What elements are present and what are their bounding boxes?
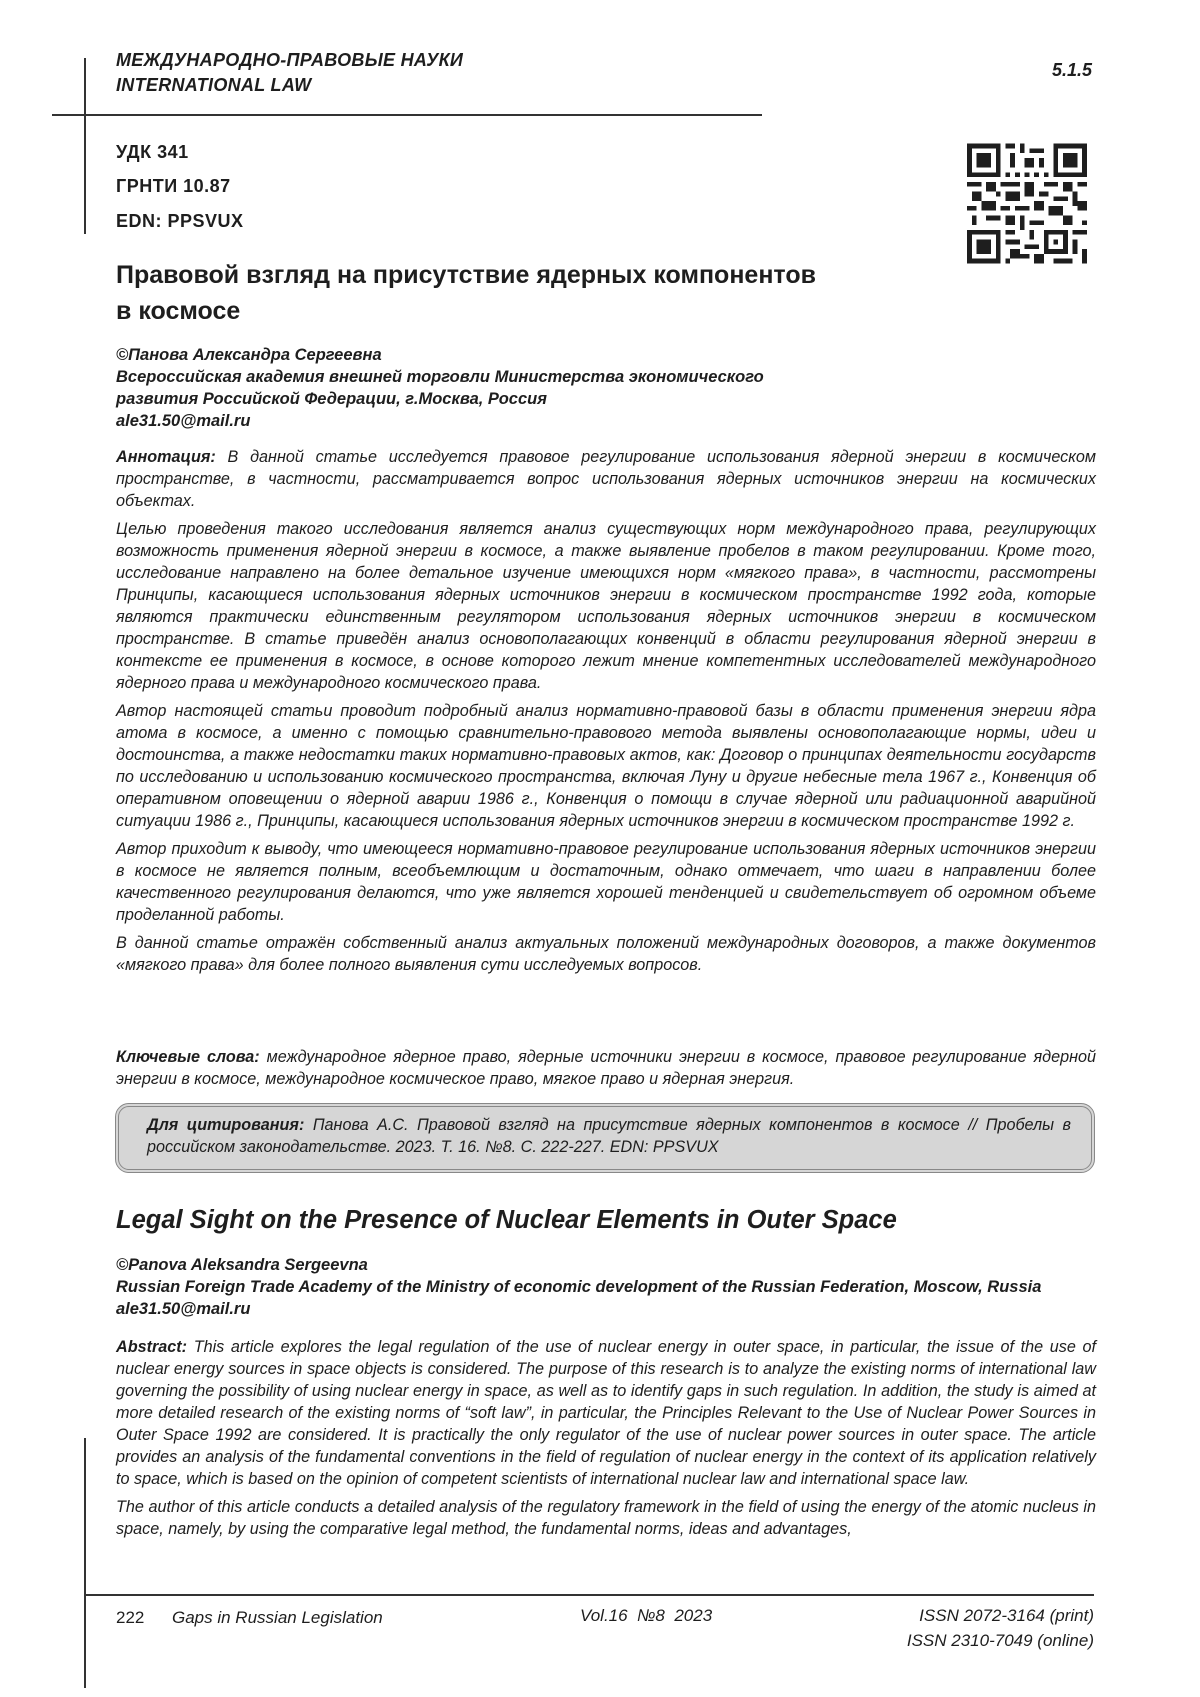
bottom-vertical-rule xyxy=(84,1438,86,1688)
abstract-label-ru: Аннотация: xyxy=(116,448,216,466)
abstract-ru-p1-text: В данной статье исследуется правовое регулирование использования ядерной энергии в космическом пространстве, в частности, рассматривается вопрос использования ядерных источников энергии на космических объектах. xyxy=(116,448,1096,510)
abstract-en-p1 xyxy=(116,1336,1096,1490)
page-number: 222 xyxy=(116,1608,145,1627)
issn-online: ISSN 2310-7049 (online) xyxy=(906,1631,1094,1650)
keywords-text-ru: международное ядерное право, ядерные источники энергии в космосе, правовое регулирование ядерной энергии в космосе, международное космическое право, мягкое право и ядерная энергия. xyxy=(116,1048,1096,1088)
abstract-en-p2: The author of this article conducts a detailed analysis of the regulatory framework in the field of using the energy of the atomic nucleus in space, namely, by using the comparative legal method, the fundamental norms, ideas and advantages, xyxy=(116,1498,1096,1538)
affiliation-en: Russian Foreign Trade Academy of the Ministry of economic development of the Russian Federation, Moscow, Russia xyxy=(116,1278,1042,1296)
footer-rule xyxy=(84,1594,1094,1596)
abstract-label-en: Abstract: xyxy=(116,1338,188,1356)
section-title-en: INTERNATIONAL LAW xyxy=(116,75,312,95)
abstract-ru-p1 xyxy=(116,446,1096,512)
affiliation-ru-line2: развития Российской Федерации, г.Москва, Россия xyxy=(116,390,547,408)
author-name-ru: ©Панова Александра Сергеевна xyxy=(116,346,382,364)
affiliation-ru-line1: Всероссийская академия внешней торговли Министерства экономического xyxy=(116,368,764,386)
citation-box xyxy=(115,1103,1095,1173)
section-code: 5.1.5 xyxy=(1052,60,1093,80)
author-block-en xyxy=(116,1254,1116,1320)
citation-text xyxy=(147,1114,1071,1158)
issue-info: Vol.16 №8 2023 xyxy=(580,1606,713,1625)
author-block-ru xyxy=(116,344,1116,432)
abstract-en-p1-text: This article explores the legal regulation of the use of nuclear energy in outer space, in particular, the issue of the use of nuclear energy sources in space objects is considered. The purpose of this research is to analyze the existing norms of international law governing the possibility of using nuclear energy in space, as well as to identify gaps in such regulation. In addition, the study is aimed at more detailed research of the existing norms of “soft law”, in particular, the Principles Relevant to the Use of Nuclear Power Sources in Outer Space 1992 are considered. It is practically the only regulator of the use of nuclear power sources in outer space. The article provides an analysis of the fundamental conventions in the field of regulation of nuclear energy in the context of its application relatively to space, which is based on the opinion of competent scientists of international nuclear law and international space law. xyxy=(116,1338,1096,1488)
author-email-en[interactable]: ale31.50@mail.ru xyxy=(116,1300,251,1318)
abstract-ru xyxy=(116,446,1096,982)
qr-code-icon xyxy=(967,143,1087,264)
author-name-en: ©Panova Aleksandra Sergeevna xyxy=(116,1256,368,1274)
keywords-ru xyxy=(116,1046,1096,1096)
udk-code: УДК 341 xyxy=(116,142,189,162)
grnti-code: ГРНТИ 10.87 xyxy=(116,176,231,196)
keywords-label-ru: Ключевые слова: xyxy=(116,1048,260,1066)
edn-code: EDN: PPSVUX xyxy=(116,211,244,231)
article-title-ru-line1: Правовой взгляд на присутствие ядерных компонентов xyxy=(116,261,816,289)
article-title-ru-line2: в космосе xyxy=(116,297,241,325)
section-title-ru: МЕЖДУНАРОДНО-ПРАВОВЫЕ НАУКИ xyxy=(116,50,464,70)
abstract-ru-p2: Целью проведения такого исследования является анализ существующих норм международного права, регулирующих возможность применения ядерной энергии в космосе, а также выявление пробелов в таком регулировании. Кроме того, исследование направлено на более детальное изучение имеющихся норм «мягкого права», в частности, рассмотрены Принципы, касающиеся использования ядерных источников энергии в космическом пространстве 1992 года, которые являются практически единственным регулятором использования ядерных источников энергии в космическом пространстве. В статье приведён анализ основополагающих конвенций в области регулирования ядерной энергии в контексте ее применения в космосе, в основе которого лежит мнение компетентных исследователей международного ядерного права и международного космического права. xyxy=(116,520,1096,692)
citation-body: Панова А.С. Правовой взгляд на присутствие ядерных компонентов в космосе // Пробелы в российском законодательстве. 2023. Т. 16. №8. С. 222-227. EDN: PPSVUX xyxy=(147,1116,1071,1156)
journal-name-en: Gaps in Russian Legislation xyxy=(172,1608,383,1627)
abstract-ru-p3: Автор настоящей статьи проводит подробный анализ нормативно-правовой базы в области применения энергии ядра атома в космосе, а именно с помощью сравнительно-правового метода выявлены основополагающие нормы, идеи и достоинства, а также недостатки таких нормативно-правовых актов, как: Договор о принципах деятельности государств по исследованию и использованию космического пространства, включая Луну и другие небесные тела 1967 г., Конвенция об оперативном оповещении о ядерной аварии 1986 г., Конвенция о помощи в случае ядерной или радиационной аварийной ситуации 1986 г., Принципы, касающиеся использования ядерных источников энергии в космическом пространстве 1992 г. xyxy=(116,702,1096,830)
abstract-en xyxy=(116,1336,1096,1546)
author-email-ru[interactable]: ale31.50@mail.ru xyxy=(116,412,251,430)
top-vertical-rule xyxy=(84,58,86,234)
abstract-ru-p4: Автор приходит к выводу, что имеющееся нормативно-правовое регулирование использования ядерных источников энергии в космосе не является полным, всеобъемлющим и достаточным, однако отмечает, что шаги в направлении более качественного регулирования делаются, что уже является хорошей тенденцией и свидетельствует об огромном объеме проделанной работы. xyxy=(116,840,1096,924)
article-title-ru xyxy=(116,257,896,329)
abstract-ru-p5: В данной статье отражён собственный анализ актуальных положений международных договоров, а также документов «мягкого права» для более полного выявления сути исследуемых вопросов. xyxy=(116,934,1096,974)
header-rule xyxy=(52,114,762,116)
issn-print: ISSN 2072-3164 (print) xyxy=(919,1606,1094,1625)
article-title-en: Legal Sight on the Presence of Nuclear Elements in Outer Space xyxy=(116,1206,897,1234)
citation-label: Для цитирования: xyxy=(147,1116,305,1134)
